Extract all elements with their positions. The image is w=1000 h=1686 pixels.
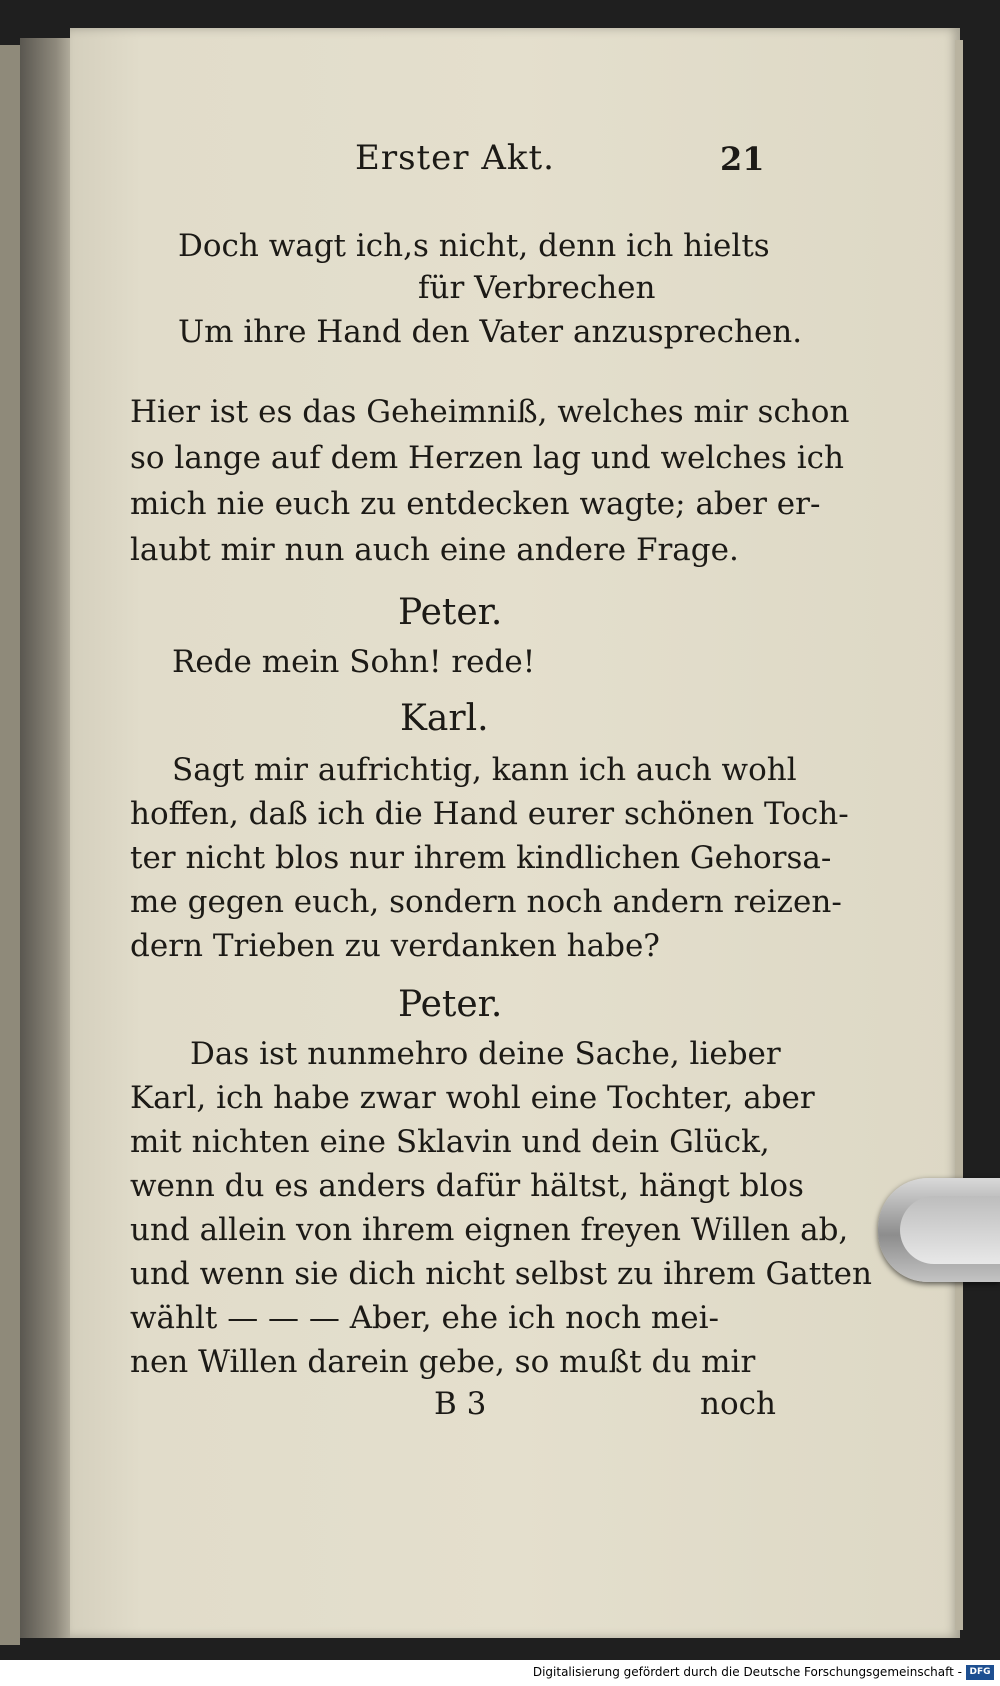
catchword: noch <box>700 1386 776 1422</box>
running-head: Erster Akt. <box>355 138 555 178</box>
speech-line: und wenn sie dich nicht selbst zu ihrem Gatten <box>130 1256 872 1292</box>
funding-credit: Digitalisierung gefördert durch die Deutsche Forschungsgemeinschaft - <box>532 1665 962 1679</box>
speaker-peter: Peter. <box>398 592 503 633</box>
speech-line: Karl, ich habe zwar wohl eine Tochter, aber <box>130 1080 815 1116</box>
dfg-logo: DFG <box>966 1665 994 1680</box>
prose-line-4: laubt mir nun auch eine andere Frage. <box>130 532 739 568</box>
signature-mark: B 3 <box>434 1386 487 1422</box>
speech-line: dern Trieben zu verdanken habe? <box>130 928 660 964</box>
prose-line-3: mich nie euch zu entdecken wagte; aber er- <box>130 486 821 522</box>
left-page-edge <box>0 45 20 1645</box>
speech-line: mit nichten eine Sklavin und dein Glück, <box>130 1124 770 1160</box>
prose-line-1: Hier ist es das Geheimniß, welches mir schon <box>130 394 850 430</box>
verse-line-3: Um ihre Hand den Vater anzusprechen. <box>178 314 803 350</box>
speaker-karl: Karl. <box>400 698 489 739</box>
verse-line-1: Doch wagt ich,s nicht, denn ich hielts <box>178 228 770 264</box>
speech-line: wählt — — — Aber, ehe ich noch mei- <box>130 1300 720 1336</box>
speech-line: ter nicht blos nur ihrem kindlichen Gehorsa- <box>130 840 832 876</box>
footer-bar <box>0 1660 1000 1686</box>
speaker-peter: Peter. <box>398 984 503 1025</box>
speech-line: nen Willen darein gebe, so mußt du mir <box>130 1344 756 1380</box>
prose-line-2: so lange auf dem Herzen lag und welches ich <box>130 440 844 476</box>
speech-line: Das ist nunmehro deine Sache, lieber <box>190 1036 781 1072</box>
page-number: 21 <box>720 140 765 178</box>
speech-line: me gegen euch, sondern noch andern reizen- <box>130 884 842 920</box>
page-edge <box>955 40 963 1630</box>
book-clip-inner <box>900 1196 1000 1264</box>
speech-line: hoffen, daß ich die Hand eurer schönen Toch- <box>130 796 849 832</box>
speech-line: Sagt mir aufrichtig, kann ich auch wohl <box>172 752 797 788</box>
speech-line: Rede mein Sohn! rede! <box>172 644 536 680</box>
speech-line: und allein von ihrem eignen freyen Willen ab, <box>130 1212 849 1248</box>
verse-line-2: für Verbrechen <box>418 270 656 306</box>
speech-line: wenn du es anders dafür hältst, hängt blos <box>130 1168 804 1204</box>
